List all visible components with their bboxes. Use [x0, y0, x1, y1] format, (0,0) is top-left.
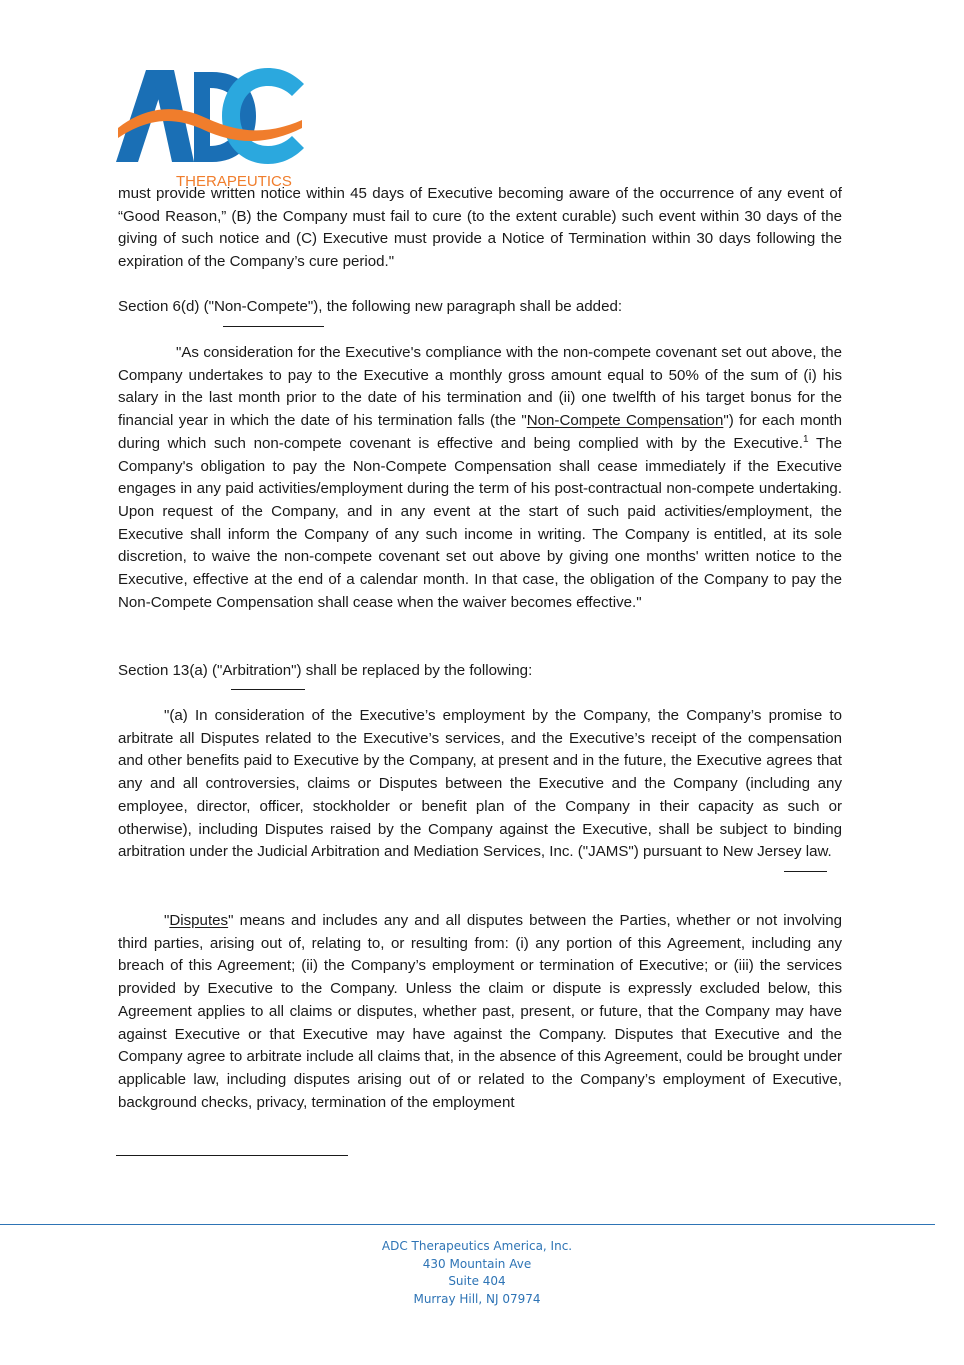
footnote-separator — [116, 1155, 348, 1156]
non-compete-text-1: "As consideration for the Executive's compliance with the non-compete covenant set out above, the Company undertakes to pay to the Executive a monthly gross amount equal to 50% of the sum of (i) his salary in the last month prior to the date of his termination and (ii) one twelfth of his target bonus for the financial year in which the date of his termination falls (the " — [118, 344, 842, 430]
heading-underline — [231, 689, 305, 690]
section-13a-heading: Section 13(a) ("Arbitration") shall be replaced by the following: — [118, 662, 533, 679]
non-compete-compensation-term: Non-Compete Compensation — [526, 412, 724, 430]
company-logo — [116, 66, 310, 188]
footnote-ref[interactable]: 1 — [802, 433, 809, 445]
good-reason-paragraph: must provide written notice within 45 days of Executive becoming aware of the occurrence of any event of “Good Reason,” (B) the Company must fail to cure (to the extent curable) such event within 30 days of the giving of such notice and (C) Executive must provide a Notice of Termination within 30 days following the expiration of the Company’s cure period." — [118, 185, 842, 271]
non-compete-paragraph — [118, 342, 842, 614]
footer-suite: Suite 404 — [448, 1274, 506, 1289]
disputes-text: " means and includes any and all disputes between the Parties, whether or not involving third parties, arising out of, relating to, or resulting from: (i) any portion of this Agreement, including any breach of this Agreement; (ii) the Company’s employment or termination of Executive; or (iii) the services provided by Executive to the Company. Unless the claim or dispute is expressly excluded below, this Agreement applies to all claims or disputes, whether past, present, or future, that the Company may have against Executive or that Executive may have against the Company. Disputes that Executive and the Company agree to arbitrate include all claims that, in the absence of this Agreement, could be brought under applicable law, including disputes arising out of or related to the Company’s employment of Executive, background checks, privacy, termination of the employment — [118, 912, 842, 1111]
disputes-paragraph — [118, 910, 842, 1114]
footer-divider — [0, 1224, 935, 1225]
footer-city: Murray Hill, NJ 07974 — [413, 1292, 541, 1307]
jams-underline — [784, 871, 827, 872]
arbitration-paragraph: "(a) In consideration of the Executive’s employment by the Company, the Company’s promise to arbitrate all Disputes related to the Executive’s services, and the Executive’s receipt of the compensation and other benefits paid to Executive by the Company, at present and in the future, the Executive agrees that any and all controversies, claims or Disputes between the Executive and the Company (including any employee, director, officer, stockholder or benefit plan of the Company in their capacity as such or otherwise), including Disputes raised by the Company against the Executive, shall be subject to binding arbitration under the Judicial Arbitration and Mediation Services, Inc. ("JAMS") pursuant to New Jersey law. — [118, 707, 842, 861]
adc-logo-graphic — [116, 66, 310, 188]
footer-address — [0, 1238, 954, 1309]
logo-tagline: THERAPEUTICS — [176, 173, 292, 188]
non-compete-text-3: The Company's obligation to pay the Non-Compete Compensation shall cease immediately if the Executive engages in any paid activities/employment during the term of his post-contractual non-compete undertaking. Upon request of the Company, and in any event at the start of such paid activities/employment, the Executive shall inform the Company of any such income in writing. The Company is entitled, at its sole discretion, to waive the non-compete covenant set out above by giving one months' written notice to the Executive, effective at the end of a calendar month. In that case, the obligation of the Company to pay the Non-Compete Compensation shall cease when the waiver becomes effective." — [118, 434, 842, 611]
footer-street: 430 Mountain Ave — [422, 1256, 532, 1271]
disputes-open-quote: " — [164, 912, 170, 929]
footer-company: ADC Therapeutics America, Inc. — [381, 1239, 573, 1253]
disputes-term: Disputes — [169, 912, 229, 929]
heading-underline — [223, 326, 324, 327]
non-compete-text-2: ") for each month during which such non-compete covenant is effective and being complied with by the Executive. — [118, 412, 843, 452]
section-6d-heading: Section 6(d) ("Non-Compete"), the following new paragraph shall be added: — [118, 298, 623, 315]
